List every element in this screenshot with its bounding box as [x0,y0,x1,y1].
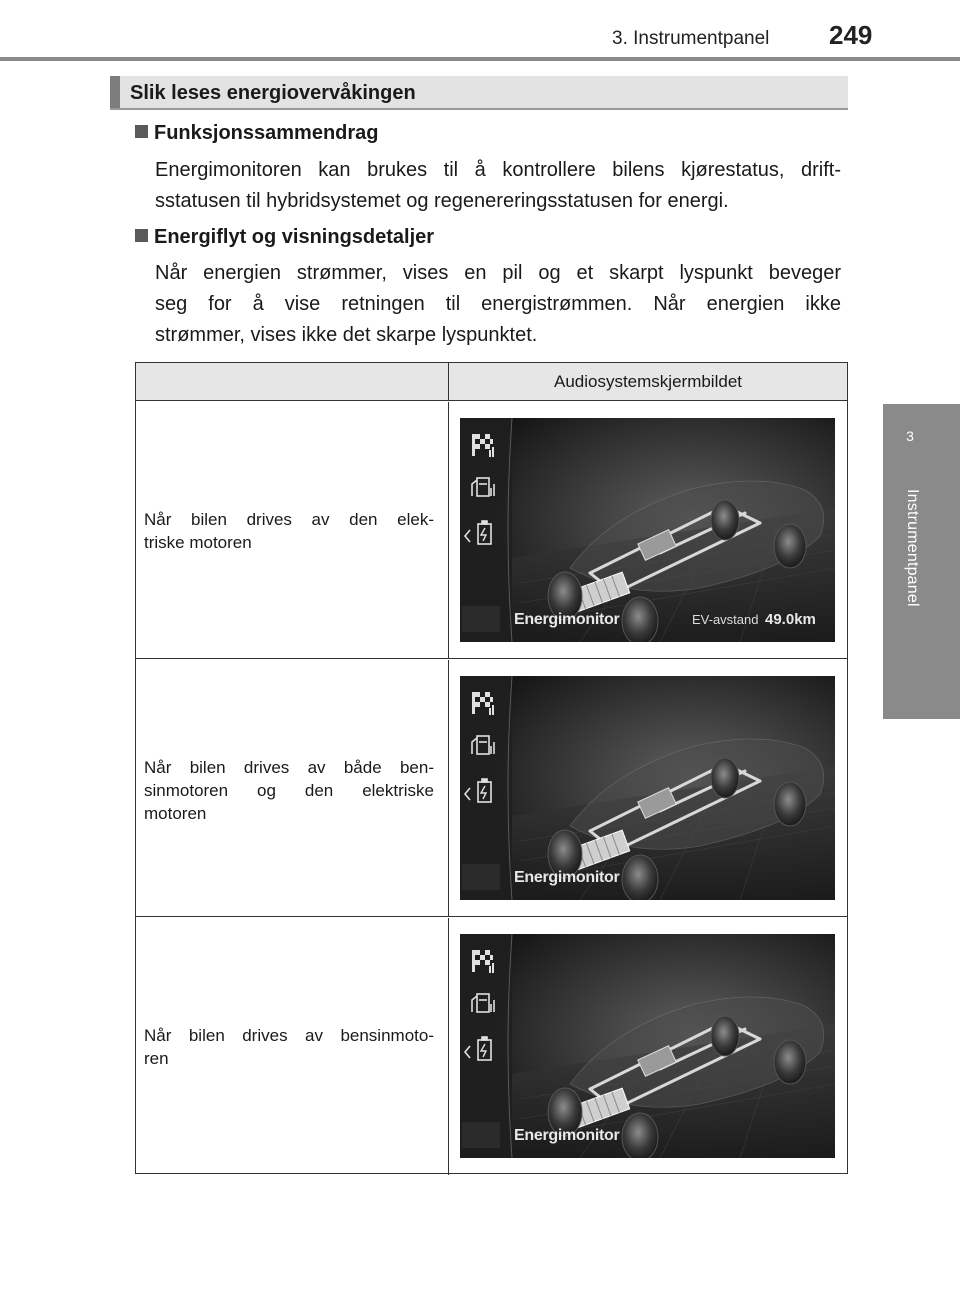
table-divider [448,402,449,658]
screen-title: Energimonitor [514,869,620,886]
table-column-header: Audiosystemskjermbildet [553,372,742,391]
table-row [136,918,847,1175]
paragraph-summary [155,155,841,217]
ev-range-value: 49.0km [765,611,816,628]
back-button [462,606,500,632]
page-number: 249 [829,20,873,50]
screen-title: Energimonitor [514,1127,620,1144]
ev-range-label: EV-avstand [692,612,759,627]
chapter-side-tab [883,404,960,719]
row-description [144,508,434,554]
table-header-row [136,363,847,401]
subsection-heading-text: Energiflyt og visningsdetaljer [154,226,435,248]
row-description-line: Når bilen drives av bensinmoto- [144,1026,434,1045]
subsection-heading-energy-flow [135,226,434,249]
table-divider [448,918,449,1175]
square-bullet-icon [135,125,148,138]
back-button [462,1122,500,1148]
row-description-line: triske motoren [144,533,252,552]
energy-monitor-screenshot [460,676,835,900]
energy-monitor-table [135,362,848,1174]
energy-monitor-screenshot [460,418,835,642]
square-bullet-icon [135,229,148,242]
screen-title: Energimonitor [514,611,620,628]
chapter-title: 3. Instrumentpanel [612,28,770,49]
section-heading-bar [110,76,848,110]
row-description-line: sinmotoren og den elektriske [144,781,434,800]
section-title: Slik leses energiovervåkingen [130,82,416,104]
row-description [144,1024,434,1070]
paragraph-line: seg for å vise retningen til energistrømmen. Når energien ikke [155,293,841,315]
paragraph-line: strømmer, vises ikke det skarpe lyspunktet. [155,324,538,346]
table-row [136,660,847,917]
side-tab-number: 3 [906,428,914,444]
row-description-line: Når bilen drives av den elek- [144,510,434,529]
paragraph-energy-flow [155,258,841,351]
table-divider [448,660,449,916]
row-description-line: motoren [144,804,207,823]
paragraph-line: sstatusen til hybridsystemet og regenereringsstatusen for energi. [155,190,729,212]
side-tab-label [891,489,931,689]
subsection-heading-text: Funksjonssammendrag [154,122,379,144]
section-heading-accent [110,76,120,108]
table-row [136,402,847,659]
paragraph-line: Når energien strømmer, vises en pil og et skarpt lyspunkt beveger [155,262,841,284]
row-description-line: ren [144,1049,169,1068]
header-rule [0,57,960,61]
energy-monitor-screenshot [460,934,835,1158]
subsection-heading-summary [135,122,379,145]
back-button [462,864,500,890]
paragraph-line: Energimonitoren kan brukes til å kontrollere bilens kjørestatus, drift- [155,159,841,181]
row-description [144,756,434,825]
row-description-line: Når bilen drives av både ben- [144,758,434,777]
side-tab-label-text: Instrumentpanel [904,489,921,607]
